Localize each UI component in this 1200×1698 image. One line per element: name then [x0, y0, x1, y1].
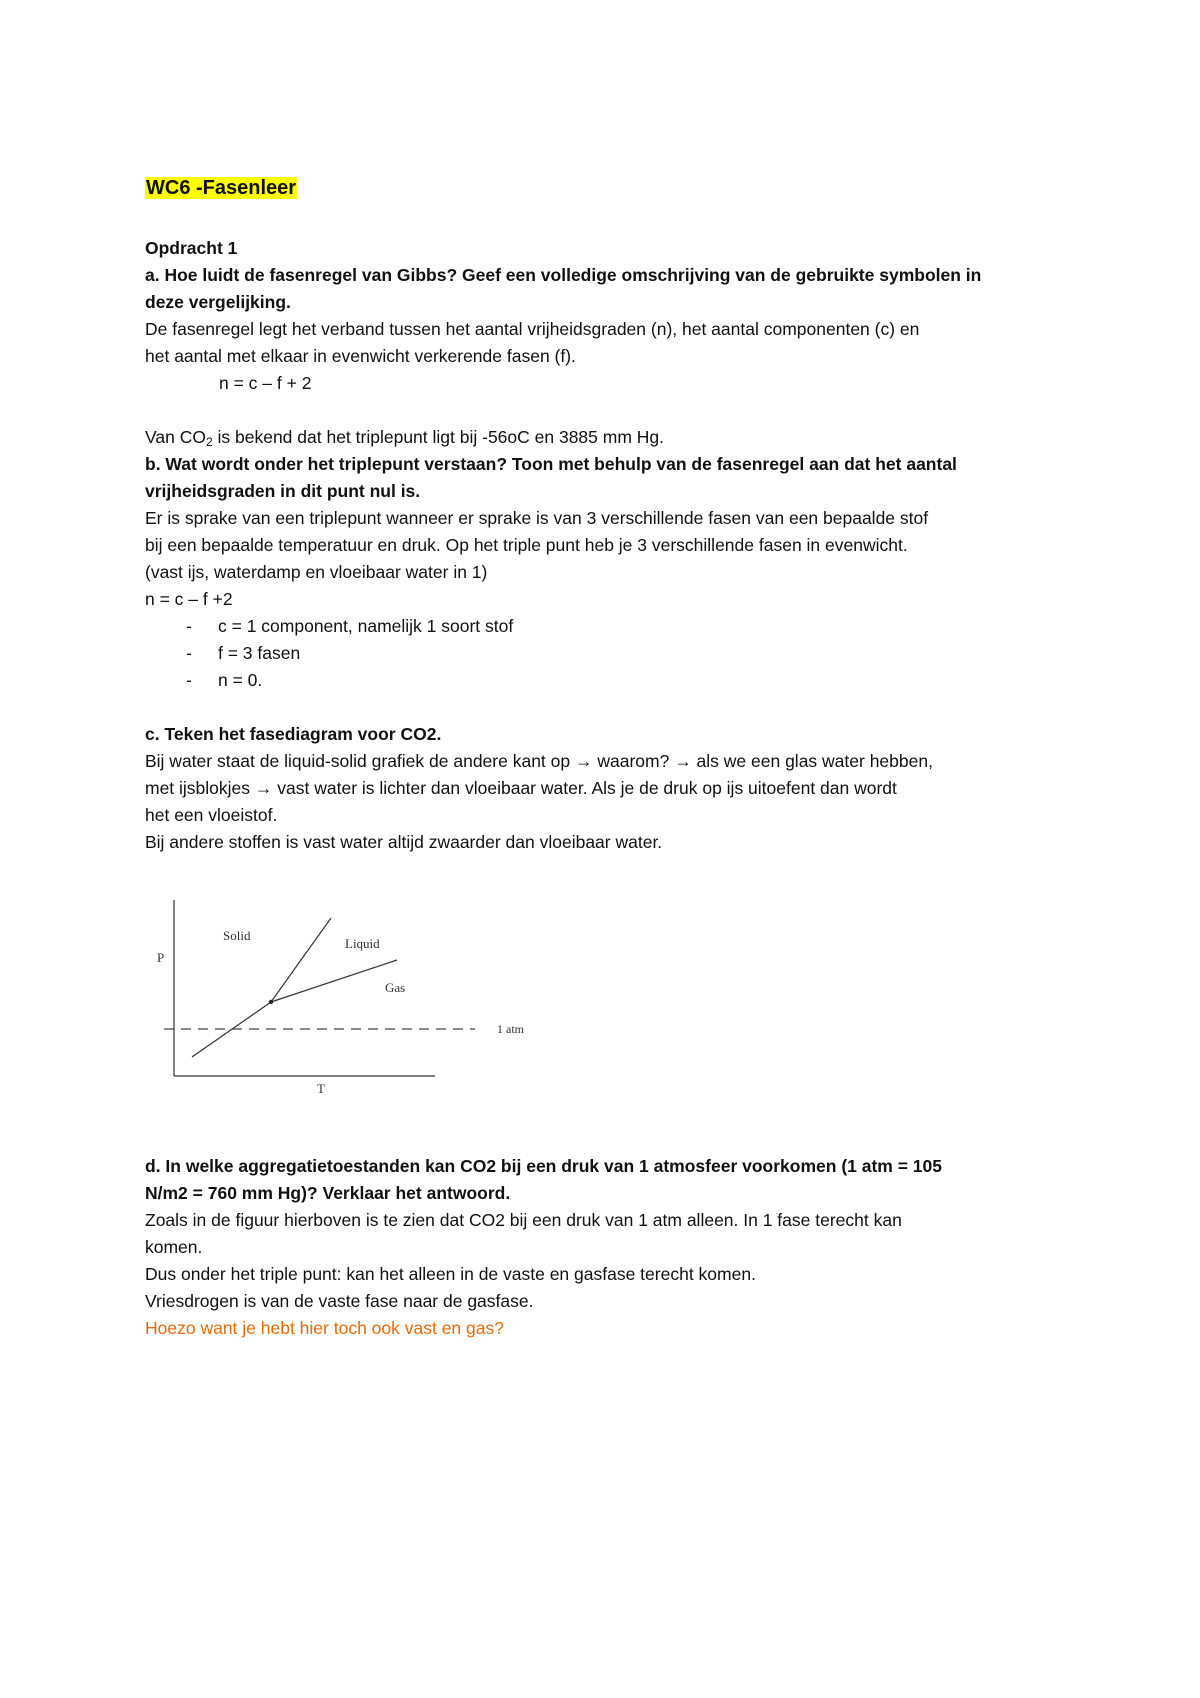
answer-b-formula: n = c – f +2 — [145, 589, 233, 609]
co2-intro-pre: Van CO — [145, 427, 206, 447]
answer-b-line-3: (vast ijs, waterdamp en vloeibaar water in 1) — [145, 562, 488, 582]
arrow-icon: → — [674, 751, 692, 771]
co2-intro — [145, 426, 664, 448]
bullet-text: n = 0. — [218, 670, 263, 690]
answer-d-line-2: komen. — [145, 1237, 203, 1257]
answer-c-line-1: Bij water staat de liquid-solid grafiek de andere kant op → waarom? → als we een glas water hebben, — [145, 751, 933, 771]
atm-label: 1 atm — [497, 1022, 524, 1036]
question-c-line-1: c. Teken het fasediagram voor CO2. — [145, 724, 442, 744]
gas-region-label: Gas — [385, 980, 406, 995]
question-a-line-2: deze vergelijking. — [145, 292, 291, 312]
answer-b-line-1: Er is sprake van een triplepunt wanneer er sprake is van 3 verschillende fasen van een bepaalde stof — [145, 508, 929, 528]
question-a-line-1: a. Hoe luidt de fasenregel van Gibbs? Geef een volledige omschrijving van de gebruikte symbolen in — [145, 265, 982, 285]
co2-subscript: 2 — [205, 435, 213, 449]
triple-point-marker — [269, 1000, 273, 1004]
question-b-line-2: vrijheidsgraden in dit punt nul is. — [145, 481, 421, 501]
gibbs-formula: n = c – f + 2 — [219, 373, 312, 393]
answer-c-line-2: met ijsblokjes → vast water is lichter dan vloeibaar water. Als je de druk op ijs uitoefent dan wordt — [145, 778, 897, 798]
answer-d-line-1: Zoals in de figuur hierboven is te zien dat CO2 bij een druk van 1 atm alleen. In 1 fase terecht kan — [145, 1210, 902, 1230]
diagram-background — [145, 898, 550, 1098]
answer-d-line-3: Dus onder het triple punt: kan het alleen in de vaste en gasfase terecht komen. — [145, 1264, 756, 1284]
document-page: WC6 -Fasenleer Opdracht 1 a. Hoe luidt de fasenregel van Gibbs? Geef een volledige omschrijving van de gebruikte symbolen in deze vergelijking. De fasenregel legt het verband tussen het aantal vrijheidsgraden (n), het aantal componenten (c) en het aantal met elkaar in evenwicht verkerende fasen (f). n = c – f + 2 Van $CO_2$ is bekend dat het triplepunt ligt bij -56oC en 3885 mm Hg. b. Wat wordt onder het triplepunt verstaan? Toon met behulp van de fasenregel aan dat het aantal vrijheidsgraden in dit punt nul is. Er is sprake van een triplepunt wanneer er sprake is van 3 verschillende fasen van een bepaalde stof bij een bepaalde temperatuur en druk. Op het triple punt heb je 3 verschillende fasen in evenwicht. (vast ijs, waterdamp en vloeibaar water in 1) n = c – f +2 - c = 1 component, namelijk 1 soort stof - f = 3 fasen - n = 0. c. Teken het fasediagram voor CO2. Bij water staat de liquid-solid grafiek de andere kant op → waarom? → als we een glas water hebben, met ijsblokjes → vast water is lichter dan vloeibaar water. Als je de druk op ijs uitoefent dan wordt het een vloeistof. Bij andere stoffen is vast water altijd zwaarder dan vloeibaar water. P T Solid Liquid Gas 1 atm d. In welke aggregatietoestanden kan CO2 bij een druk van 1 atmosfeer voorkomen (1 atm = 105 N/m2 = 760 mm Hg)? Verklaar het antwoord. Zoals in de figuur hierboven is te zien dat CO2 bij een druk van 1 atm alleen. In 1 fase terecht kan komen. Dus onder het triple punt: kan het alleen in de vaste en gasfase terecht komen. Vriesdrogen is van de vaste fase naar de gasfase. Hoezo want je hebt hier toch ook vast en gas? — [145, 177, 982, 1338]
answer-c-line-4: Bij andere stoffen is vast water altijd zwaarder dan vloeibaar water. — [145, 832, 663, 852]
solid-region-label: Solid — [223, 928, 251, 943]
x-axis-label: T — [317, 1081, 325, 1096]
answer-b-line-2: bij een bepaalde temperatuur en druk. Op het triple punt heb je 3 verschillende fasen in evenwicht. — [145, 535, 908, 555]
question-d-line-2: N/m2 = 760 mm Hg)? Verklaar het antwoord. — [145, 1183, 511, 1203]
answer-a-line-2: het aantal met elkaar in evenwicht verkerende fasen (f). — [145, 346, 576, 366]
document-title-line — [145, 177, 297, 199]
question-b-line-1: b. Wat wordt onder het triplepunt verstaan? Toon met behulp van de fasenregel aan dat het aantal — [145, 454, 957, 474]
question-d-line-1: d. In welke aggregatietoestanden kan CO2 bij een druk van 1 atmosfeer voorkomen (1 atm = 105 — [145, 1156, 943, 1176]
opdracht-heading: Opdracht 1 — [145, 238, 238, 258]
co2-intro-post: is bekend dat het triplepunt ligt bij -56oC en 3885 mm Hg. — [212, 427, 665, 447]
bullet-text: f = 3 fasen — [218, 643, 301, 663]
reviewer-comment: Hoezo want je hebt hier toch ook vast en gas? — [145, 1318, 504, 1338]
answer-d-line-4: Vriesdrogen is van de vaste fase naar de gasfase. — [145, 1291, 534, 1311]
bullet-text: c = 1 component, namelijk 1 soort stof — [218, 616, 514, 636]
phase-diagram — [145, 898, 550, 1098]
y-axis-label: P — [157, 950, 165, 965]
liquid-region-label: Liquid — [345, 936, 380, 951]
document-title: WC6 -Fasenleer — [146, 177, 297, 199]
answer-a-line-1: De fasenregel legt het verband tussen het aantal vrijheidsgraden (n), het aantal componenten (c) en — [145, 319, 920, 339]
arrow-icon: → — [254, 778, 273, 798]
arrow-icon: → — [574, 751, 593, 771]
answer-c-line-3: het een vloeistof. — [145, 805, 278, 825]
